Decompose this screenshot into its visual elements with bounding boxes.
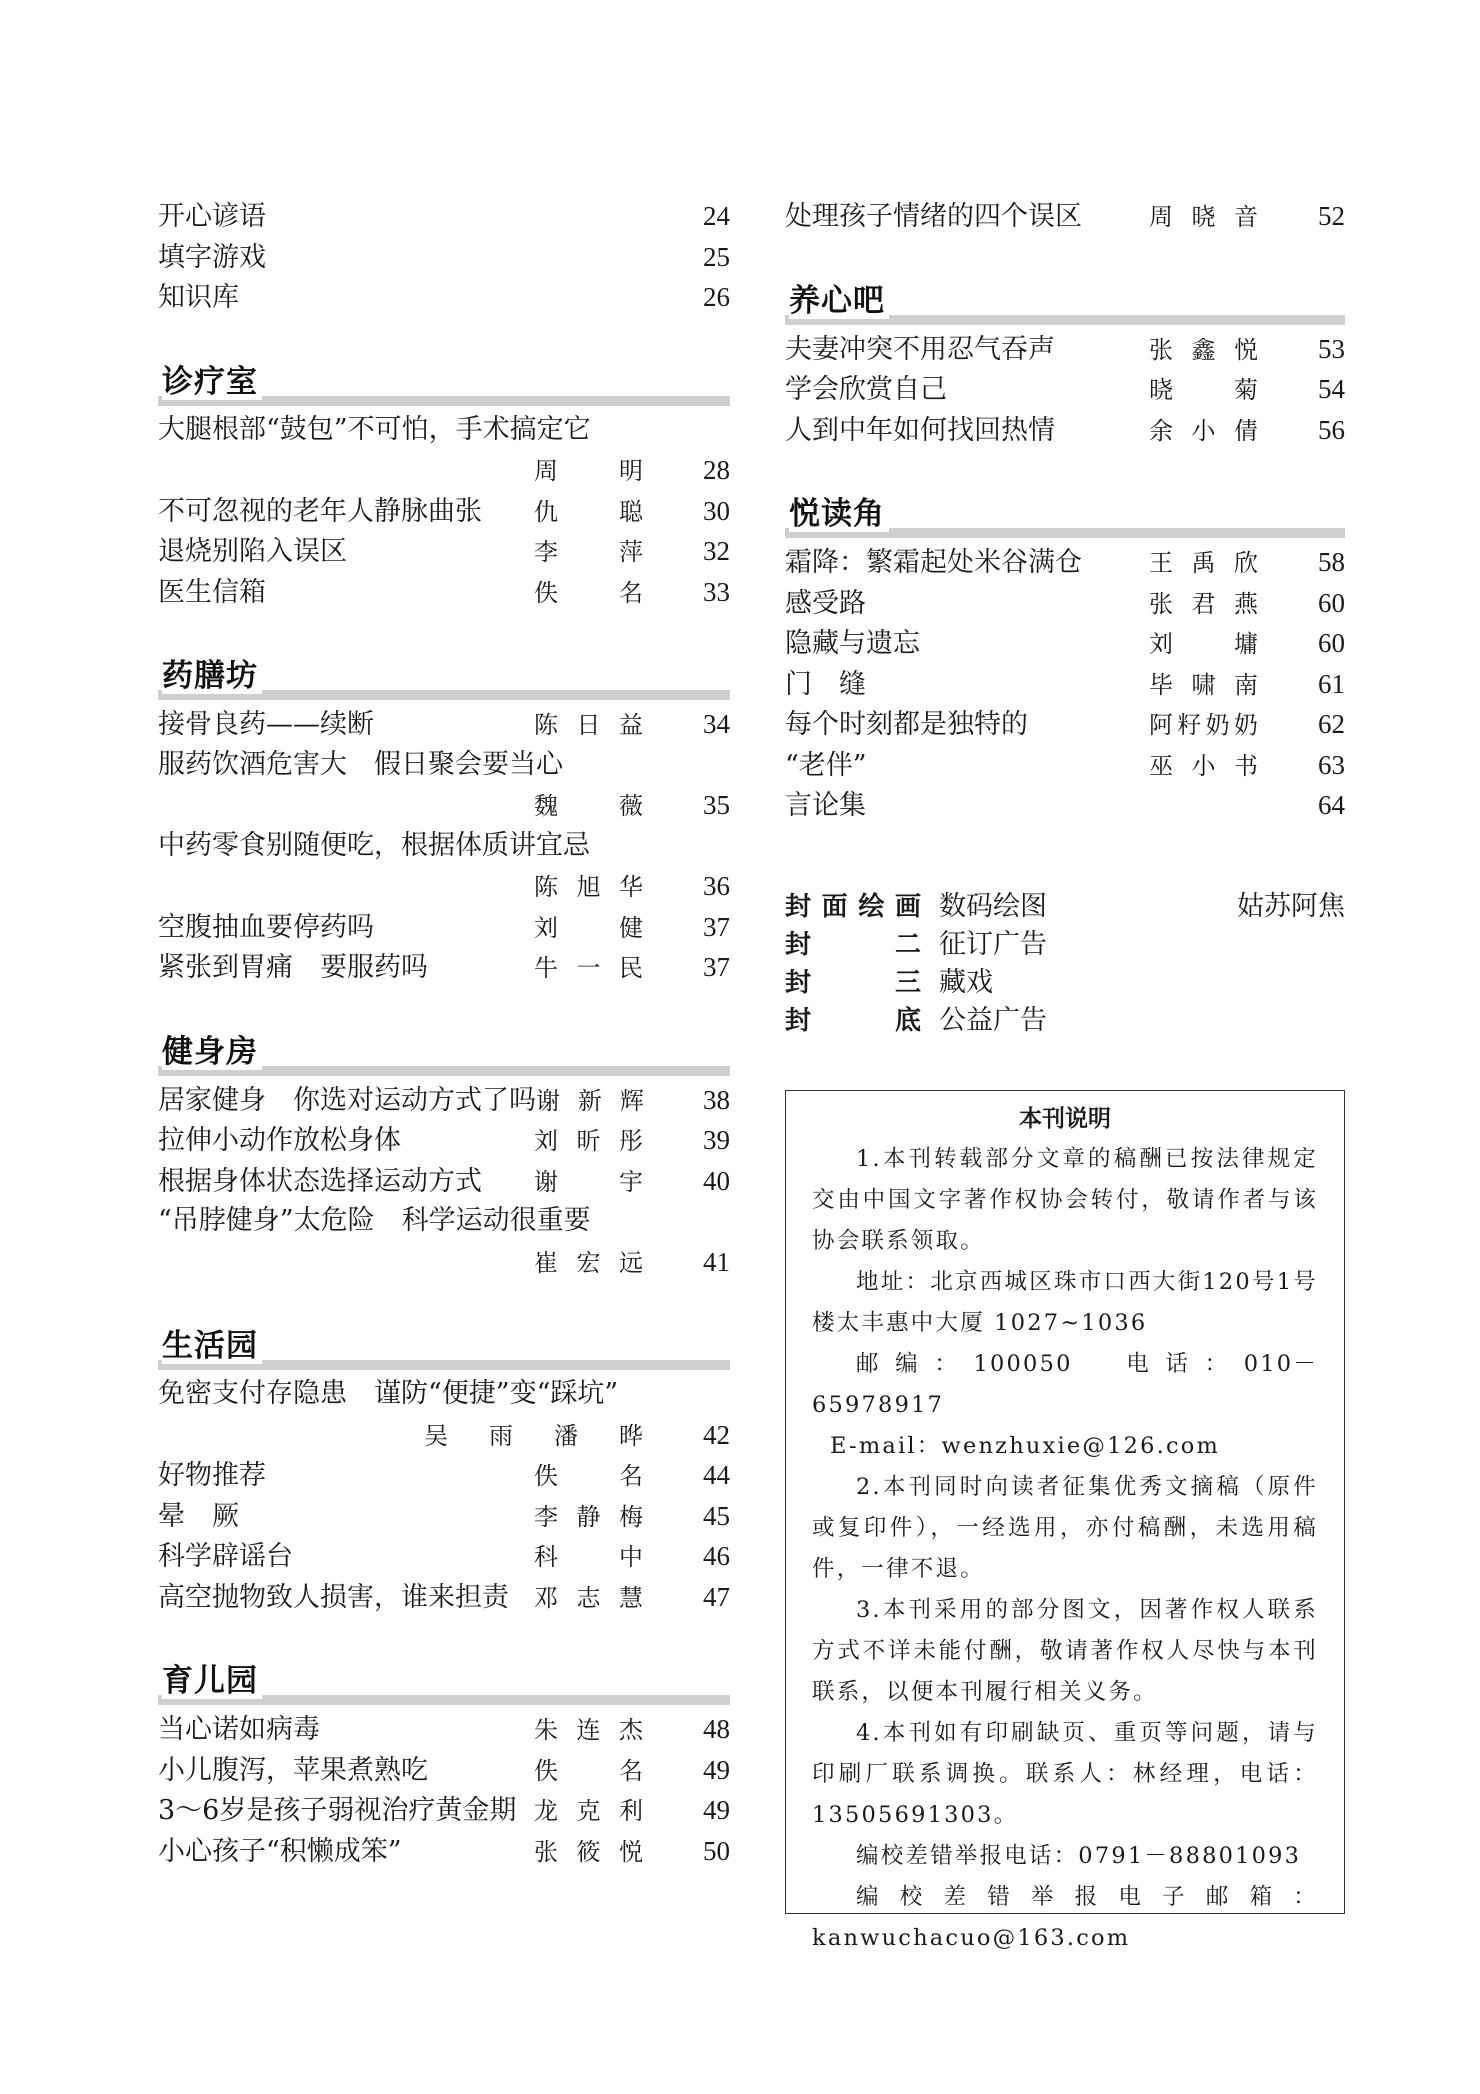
toc-entry-page: 38 (703, 1084, 730, 1115)
toc-entry-title: 霜降：繁霜起处米谷满仓 (785, 547, 1082, 578)
toc-entry-title: 3～6岁是孩子弱视治疗黄金期 (158, 1795, 517, 1826)
toc-entry-title: 紧张到胃痛 要服药吗 (158, 952, 428, 983)
toc-entry (785, 196, 1345, 237)
toc-entry (785, 329, 1345, 370)
toc-entry-title: 居家健身 你选对运动方式了吗 (158, 1084, 536, 1116)
cover-credit-artist: 姑苏阿焦 (1237, 890, 1345, 922)
toc-entry-author: 牛一民 (534, 954, 644, 982)
cover-credit-label: 封 底 (785, 1005, 921, 1036)
toc-entry-page: 60 (1318, 587, 1345, 618)
journal-notice-box (785, 1090, 1345, 1951)
notice-paragraph-copyright: 3.本刊采用的部分图文，因著作权人联系方式不详未能付酬，敬请著作权人尽快与本刊联系，以便本刊履行相关义务。 (812, 1597, 1318, 1705)
toc-entry (158, 1496, 730, 1537)
toc-entry (158, 1577, 730, 1618)
toc-entry (158, 1120, 730, 1161)
toc-entry-page: 42 (703, 1419, 730, 1450)
toc-entry-title: 根据身体状态选择运动方式 (158, 1165, 482, 1197)
toc-entry (158, 866, 730, 907)
toc-entry-author: 佚 名 (534, 1756, 644, 1785)
toc-entry (158, 237, 730, 278)
toc-entry-page: 39 (703, 1125, 730, 1155)
toc-entry (158, 1161, 730, 1202)
toc-entry-page: 58 (1318, 547, 1345, 577)
toc-entry-title: 大腿根部“鼓包”不可怕，手术搞定它 (158, 413, 591, 445)
toc-entry-author: 周 明 (534, 457, 644, 485)
toc-entry-author: 毕啸南 (1149, 670, 1259, 699)
notice-paragraph-printing: 4.本刊如有印刷缺页、重页等问题，请与印刷厂联系调换。联系人：林经理，电话：13505691303。 (812, 1720, 1318, 1828)
toc-entry (158, 907, 730, 948)
toc-entry-author: 巫小书 (1149, 751, 1259, 780)
toc-entry-author: 陈旭华 (534, 873, 644, 901)
cover-credit-row (785, 888, 1345, 926)
toc-entry-page: 54 (1318, 374, 1345, 404)
toc-entry-title: 隐藏与遗忘 (785, 628, 920, 659)
toc-entry (158, 1455, 730, 1496)
toc-entry (158, 1080, 730, 1121)
toc-entry (158, 531, 730, 572)
toc-entry (785, 583, 1345, 624)
toc-entry (158, 704, 730, 745)
toc-entry-author: 魏 薇 (534, 792, 644, 820)
toc-entry (158, 745, 730, 786)
toc-entry-author: 阿籽奶奶 (1149, 711, 1259, 739)
toc-entry (785, 623, 1345, 664)
toc-entry-title: 高空抛物致人损害，谁来担责 (158, 1581, 509, 1613)
toc-entry-title: 小心孩子“积懒成笨” (158, 1835, 402, 1867)
toc-entry-author: 周晓音 (1149, 203, 1259, 231)
section-title: 生活园 (162, 1328, 262, 1364)
toc-entry-title: 医生信箱 (158, 576, 266, 608)
toc-entry-page: 60 (1318, 628, 1345, 658)
toc-entry-title: 接骨良药——续断 (158, 709, 374, 740)
cover-credit-value: 藏戏 (939, 966, 993, 998)
cover-credit-row (785, 926, 1345, 964)
toc-entry (785, 745, 1345, 786)
toc-entry (785, 410, 1345, 451)
section-header (785, 494, 1345, 538)
cover-credit-label: 封面绘画 (785, 891, 921, 922)
toc-entry-page: 49 (703, 1754, 730, 1785)
section-title: 养心吧 (789, 283, 889, 319)
toc-entry-page: 49 (703, 1795, 730, 1825)
toc-entry-author: 陈日益 (534, 711, 644, 739)
toc-entry-author: 吴 雨 潘 晔 (424, 1421, 644, 1450)
toc-entry (158, 1374, 730, 1415)
toc-entry-title: 言论集 (785, 790, 866, 821)
toc-entry-page: 52 (1318, 201, 1345, 231)
toc-entry-page: 30 (703, 495, 730, 526)
toc-entry-author: 邓志慧 (534, 1583, 644, 1612)
toc-entry (785, 704, 1345, 745)
toc-entry-page: 48 (703, 1714, 730, 1744)
toc-entry (158, 196, 730, 237)
notice-error-phone: 编校差错举报电话：0791－88801093 (856, 1843, 1302, 1869)
toc-entry-page: 53 (1318, 333, 1345, 364)
toc-entry-title: 当心诺如病毒 (158, 1714, 320, 1745)
toc-entry-title: 开心谚语 (158, 201, 266, 232)
toc-entry-author: 科 中 (534, 1543, 644, 1571)
toc-entry-title: 服药饮酒危害大 假日聚会要当心 (158, 748, 563, 780)
toc-entry-title: 处理孩子情绪的四个误区 (785, 201, 1082, 232)
toc-entry-page: 64 (1318, 790, 1345, 820)
toc-entry (158, 1242, 730, 1283)
toc-entry-title: 门 缝 (785, 668, 866, 700)
toc-entry (785, 369, 1345, 410)
section-title: 育儿园 (162, 1663, 262, 1699)
toc-entry (158, 947, 730, 988)
toc-entry (158, 785, 730, 826)
toc-entry (158, 1415, 730, 1456)
toc-entry-page: 33 (703, 576, 730, 607)
cover-credit-value: 公益广告 (939, 1004, 1047, 1036)
toc-entry-page: 62 (1318, 709, 1345, 739)
toc-entry-author: 晓 菊 (1149, 376, 1259, 404)
toc-entry-page: 26 (703, 282, 730, 312)
toc-entry-title: 免密支付存隐患 谨防“便捷”变“踩坑” (158, 1378, 619, 1409)
toc-entry-title: 科学辟谣台 (158, 1541, 293, 1572)
cover-credit-label: 封 二 (785, 929, 921, 960)
toc-entry-title: 不可忽视的老年人静脉曲张 (158, 495, 482, 527)
toc-entry-page: 34 (703, 709, 730, 739)
toc-entry-page: 46 (703, 1541, 730, 1571)
cover-credit-value: 数码绘图 (939, 890, 1047, 922)
toc-entry-title: 学会欣赏自己 (785, 374, 947, 405)
toc-entry (158, 572, 730, 613)
toc-entry-author: 张筱悦 (534, 1837, 644, 1866)
notice-error-email: 编校差错举报电子邮箱：kanwuchacuo@163.com (812, 1884, 1318, 1951)
section-title: 健身房 (162, 1034, 262, 1070)
toc-entry-title: “老伴” (785, 749, 867, 781)
toc-entry-author: 余小倩 (1149, 416, 1259, 445)
toc-entry-title: 好物推荐 (158, 1460, 266, 1491)
toc-entry-title: 人到中年如何找回热情 (785, 414, 1055, 446)
toc-entry (785, 785, 1345, 826)
toc-entry (158, 1750, 730, 1791)
toc-entry (785, 542, 1345, 583)
toc-entry-title: 知识库 (158, 282, 239, 313)
toc-entry-page: 61 (1318, 668, 1345, 699)
section-header (158, 1661, 730, 1705)
cover-credit-label: 封 三 (785, 967, 921, 998)
section-header (158, 362, 730, 406)
cover-credit-artist (1215, 926, 1345, 964)
toc-entry-page: 32 (703, 536, 730, 566)
toc-entry (158, 1201, 730, 1242)
toc-entry-author: 王禹欣 (1149, 549, 1259, 577)
toc-entry-page: 50 (703, 1835, 730, 1866)
section-header (785, 281, 1345, 325)
cover-credits (785, 888, 1345, 1040)
section-header (158, 1326, 730, 1370)
toc-entry (158, 1831, 730, 1872)
left-column (158, 196, 730, 1871)
toc-entry-author: 刘昕彤 (534, 1127, 644, 1155)
toc-entry-title: “吊脖健身”太危险 科学运动很重要 (158, 1205, 591, 1236)
toc-entry (158, 277, 730, 318)
toc-entry-author: 张君燕 (1149, 589, 1259, 618)
toc-entry-page: 24 (703, 201, 730, 231)
toc-entry-page: 40 (703, 1165, 730, 1196)
toc-entry-page: 41 (703, 1246, 730, 1277)
cover-credit-artist (1215, 964, 1345, 1002)
toc-entry-title: 夫妻冲突不用忍气吞声 (785, 333, 1055, 365)
cover-credit-row (785, 1002, 1345, 1040)
toc-entry (785, 664, 1345, 705)
toc-entry-page: 36 (703, 871, 730, 901)
notice-postcode-phone: 邮编：100050 电话：010－65978917 (812, 1351, 1318, 1418)
section-title: 诊疗室 (162, 364, 262, 400)
toc-entry-page: 63 (1318, 749, 1345, 780)
toc-entry-author: 刘 健 (534, 913, 644, 942)
toc-entry-author: 佚 名 (534, 578, 644, 607)
toc-entry (158, 1790, 730, 1831)
toc-entry (158, 1536, 730, 1577)
toc-entry-author: 谢 宇 (534, 1167, 644, 1196)
toc-entry-author: 仇 聪 (534, 497, 644, 526)
section-header (158, 656, 730, 700)
section-title: 悦读角 (789, 496, 889, 532)
section-header (158, 1032, 730, 1076)
toc-entry-author: 佚 名 (534, 1462, 644, 1490)
toc-entry-page: 56 (1318, 414, 1345, 445)
toc-entry-title: 退烧别陷入误区 (158, 536, 347, 567)
toc-entry-title: 空腹抽血要停药吗 (158, 911, 374, 943)
toc-entry-author: 李 萍 (534, 538, 644, 566)
right-column (785, 196, 1345, 1040)
cover-credit-row (785, 964, 1345, 1002)
notice-email: E-mail：wenzhuxie@126.com (830, 1433, 1221, 1459)
cover-credit-artist (1215, 1002, 1345, 1040)
toc-entry-title: 拉伸小动作放松身体 (158, 1125, 401, 1156)
toc-entry (158, 410, 730, 451)
toc-entry-page: 47 (703, 1581, 730, 1612)
toc-entry-page: 44 (703, 1460, 730, 1490)
toc-entry (158, 491, 730, 532)
toc-entry-author: 李静梅 (534, 1502, 644, 1531)
toc-entry-page: 45 (703, 1500, 730, 1531)
toc-entry-author: 张鑫悦 (1149, 335, 1259, 364)
toc-entry-title: 晕 厥 (158, 1500, 239, 1532)
toc-entry (158, 826, 730, 867)
toc-entry-author: 崔宏远 (534, 1248, 644, 1277)
toc-entry-title: 每个时刻都是独特的 (785, 709, 1028, 740)
toc-entry-title: 感受路 (785, 587, 866, 619)
notice-paragraph-submissions: 2.本刊同时向读者征集优秀文摘稿（原件或复印件），一经选用，亦付稿酬，未选用稿件，一律不退。 (812, 1474, 1318, 1582)
toc-entry-author: 谢新辉 (536, 1086, 645, 1115)
toc-entry-author: 朱连杰 (534, 1716, 644, 1744)
toc-entry-page: 28 (703, 455, 730, 485)
section-title: 药膳坊 (162, 658, 262, 694)
cover-credit-value: 征订广告 (939, 928, 1047, 960)
toc-entry-page: 35 (703, 790, 730, 820)
notice-title: 本刊说明 (1019, 1106, 1111, 1132)
toc-entry-page: 37 (703, 952, 730, 982)
toc-entry (158, 450, 730, 491)
toc-entry-page: 37 (703, 911, 730, 942)
notice-address: 地址：北京西城区珠市口西大街120号1号楼太丰惠中大厦 1027~1036 (812, 1269, 1318, 1336)
toc-entry-page: 25 (703, 241, 730, 272)
toc-entry-author: 龙克利 (534, 1797, 644, 1825)
toc-entry-title: 中药零食别随便吃，根据体质讲宜忌 (158, 829, 590, 861)
toc-entry (158, 1709, 730, 1750)
notice-paragraph-royalty: 1.本刊转载部分文章的稿酬已按法律规定交由中国文字著作权协会转付，敬请作者与该协会联系领取。 (812, 1146, 1318, 1254)
toc-entry-title: 填字游戏 (158, 241, 266, 273)
toc-entry-author: 刘 墉 (1149, 630, 1259, 658)
toc-entry-title: 小儿腹泻，苹果煮熟吃 (158, 1754, 428, 1786)
